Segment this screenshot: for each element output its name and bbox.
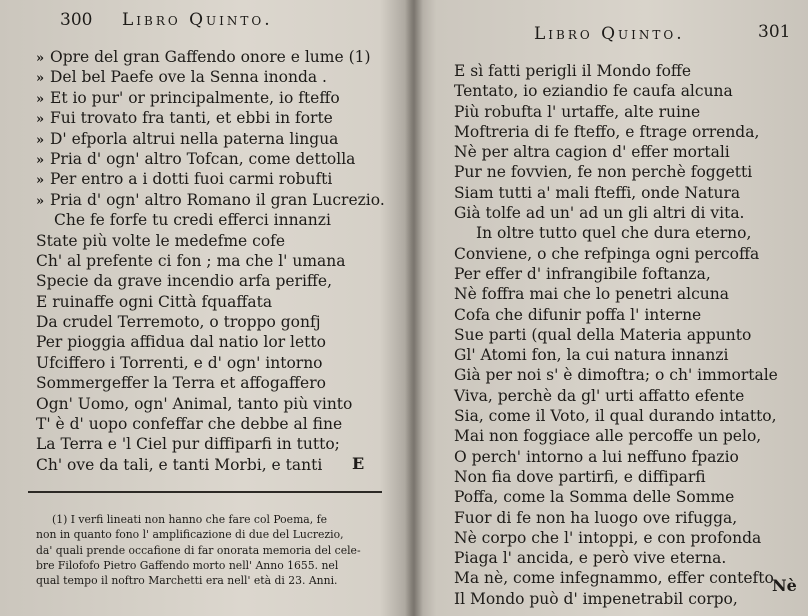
verse-line	[36, 129, 385, 149]
verse-line: Fuor di fe non ha luogo ove rifugga,	[454, 508, 738, 527]
verse-line: O perch' intorno a lui neffuno fpazio	[454, 447, 739, 466]
verse-line: Più robufta l' urtaffe, alte ruine	[454, 102, 701, 121]
right-verse-list	[454, 61, 778, 609]
verse-line: Ma nè, come infegnammo, effer contefto	[454, 569, 774, 588]
left-catchword: E	[352, 454, 365, 473]
right-catchword: Nè	[772, 576, 797, 595]
verse-text: Per pioggia affidua dal natio lor letto	[36, 333, 326, 352]
verse-line	[36, 251, 385, 271]
verse-text: Opre del gran Gaffendo onore e lume (1)	[50, 48, 371, 66]
verse-line: Nè foffra mai che lo penetri alcuna	[454, 285, 729, 304]
verse-text: Ch' al prefente ci fon ; ma che l' umana	[36, 251, 346, 270]
verse-text: Et io pur' or principalmente, io fteffo	[50, 88, 340, 107]
footnote-line: da' quali prende occafione di far onorata memoria del cele-	[36, 543, 361, 557]
verse-text: State più volte le medefme cofe	[36, 231, 286, 250]
footnote-line: bre Filofofo Pietro Gaffendo morto nell' Anno 1655. nel	[36, 558, 339, 572]
verse-line: Mai non foggiace alle percoffe un pelo,	[454, 427, 762, 446]
left-page-number: 300	[60, 10, 93, 30]
verse-line: Cofa che difunir poffa l' interne	[454, 305, 702, 324]
verse-line: Sue parti (qual della Materia appunto	[454, 325, 752, 344]
verse-line	[36, 88, 385, 108]
verse-text: Ufciffero i Torrenti, e d' ogn' intorno	[36, 353, 323, 372]
quote-mark: »	[36, 71, 45, 87]
verse-line	[36, 67, 385, 87]
quote-mark: »	[36, 112, 45, 128]
right-running-head: Libro Quinto.	[534, 24, 685, 44]
verse-line	[36, 47, 385, 67]
verse-line: Già per noi s' è dimoftra; o ch' immortale	[454, 366, 778, 385]
verse-line: Conviene, o che refpinga ogni percoffa	[454, 244, 760, 263]
quote-mark: »	[36, 152, 45, 168]
verse-line: Piaga l' ancida, e però vive eterna.	[454, 549, 727, 568]
verse-line: Nè corpo che l' intoppi, e con profonda	[454, 528, 762, 547]
left-running-head: Libro Quinto.	[122, 10, 273, 30]
verse-text: Che fe forfe tu credi efferci innanzi	[54, 211, 331, 230]
quote-mark: »	[36, 173, 45, 189]
quote-mark: »	[36, 132, 45, 148]
verse-line: Gl' Atomi fon, la cui natura innanzi	[454, 346, 729, 365]
verse-line	[36, 292, 385, 312]
verse-text: Del bel Paefe ove la Senna inonda .	[50, 68, 327, 87]
verse-line: Tentato, io eziandio fe caufa alcuna	[454, 82, 733, 101]
footnote-line: qual tempo il noftro Marchetti era nell' età di 23. Anni.	[36, 574, 338, 588]
verse-text: E ruinaffe ogni Città fquaffata	[36, 292, 273, 311]
verse-text: D' efporla altrui nella paterna lingua	[50, 129, 339, 148]
verse-line: Poffa, come la Somma delle Somme	[454, 488, 735, 507]
quote-mark: »	[36, 193, 45, 209]
verse-line	[36, 169, 385, 189]
footnote-rule	[28, 491, 382, 493]
verse-text: La Terra e 'l Ciel pur diffiparfi in tutto;	[36, 435, 340, 454]
verse-line	[36, 373, 385, 393]
verse-text: Da crudel Terremoto, o troppo gonfj	[36, 313, 321, 332]
verse-line: Sia, come il Voto, il qual durando intatto,	[454, 407, 777, 426]
left-verse-list	[36, 47, 385, 475]
verse-line: E sì fatti perigli il Mondo foffe	[454, 62, 692, 80]
verse-line: In oltre tutto quel che dura eterno,	[476, 224, 752, 243]
footnote-line: (1) I verfi lineati non hanno che fare col Poema, fe	[52, 513, 327, 526]
verse-text: Per entro a i dotti fuoi carmi robufti	[50, 170, 333, 189]
right-page-number: 301	[758, 22, 791, 42]
verse-text: T' è d' uopo confeffar che debbe al fine	[36, 415, 343, 434]
verse-text: Pria d' ogn' altro Tofcan, come dettolla	[50, 149, 356, 168]
verse-text: Fui trovato fra tanti, et ebbi in forte	[50, 109, 333, 128]
verse-line: Viva, perchè da gl' urti affatto efente	[454, 386, 745, 405]
verse-line	[36, 210, 385, 230]
verse-text: Pria d' ogn' altro Romano il gran Lucrezio.	[50, 190, 385, 209]
verse-line	[36, 394, 385, 414]
verse-line: Non fia dove partirfi, e diffiparfi	[454, 467, 706, 486]
verse-line	[36, 353, 385, 373]
verse-line	[36, 190, 385, 210]
verse-line: Pur ne fovvien, fe non perchè foggetti	[454, 163, 753, 182]
quote-mark: »	[36, 91, 45, 107]
verse-line	[36, 414, 385, 434]
verse-line: Il Mondo può d' impenetrabil corpo,	[454, 589, 738, 608]
verse-line	[36, 149, 385, 169]
verse-line	[36, 271, 385, 291]
quote-mark: »	[36, 51, 45, 66]
verse-line	[36, 434, 385, 454]
verse-line: Per effer d' infrangibile foftanza,	[454, 264, 711, 283]
verse-line	[36, 312, 385, 332]
verse-text: Ogn' Uomo, ogn' Animal, tanto più vinto	[36, 394, 353, 413]
verse-text: Ch' ove da tali, e tanti Morbi, e tanti	[36, 455, 323, 474]
verse-line	[36, 231, 385, 251]
verse-text: Specie da grave incendio arfa periffe,	[36, 272, 333, 291]
verse-line	[36, 108, 385, 128]
footnote-line: non in quanto fono l' amplificazione di due del Lucrezio,	[36, 528, 344, 542]
verse-line	[36, 455, 385, 475]
verse-text: Sommergeffer la Terra et affogaffero	[36, 374, 326, 393]
verse-line: Già tolfe ad un' ad un gli altri di vita.	[454, 204, 745, 223]
verse-line: Moftreria di fe fteffo, e ftrage orrenda,	[454, 122, 760, 141]
verse-line: Siam tutti a' mali fteffi, onde Natura	[454, 183, 741, 202]
verse-line: Nè per altra cagion d' effer mortali	[454, 143, 730, 162]
verse-line	[36, 332, 385, 352]
footnote	[36, 512, 388, 588]
